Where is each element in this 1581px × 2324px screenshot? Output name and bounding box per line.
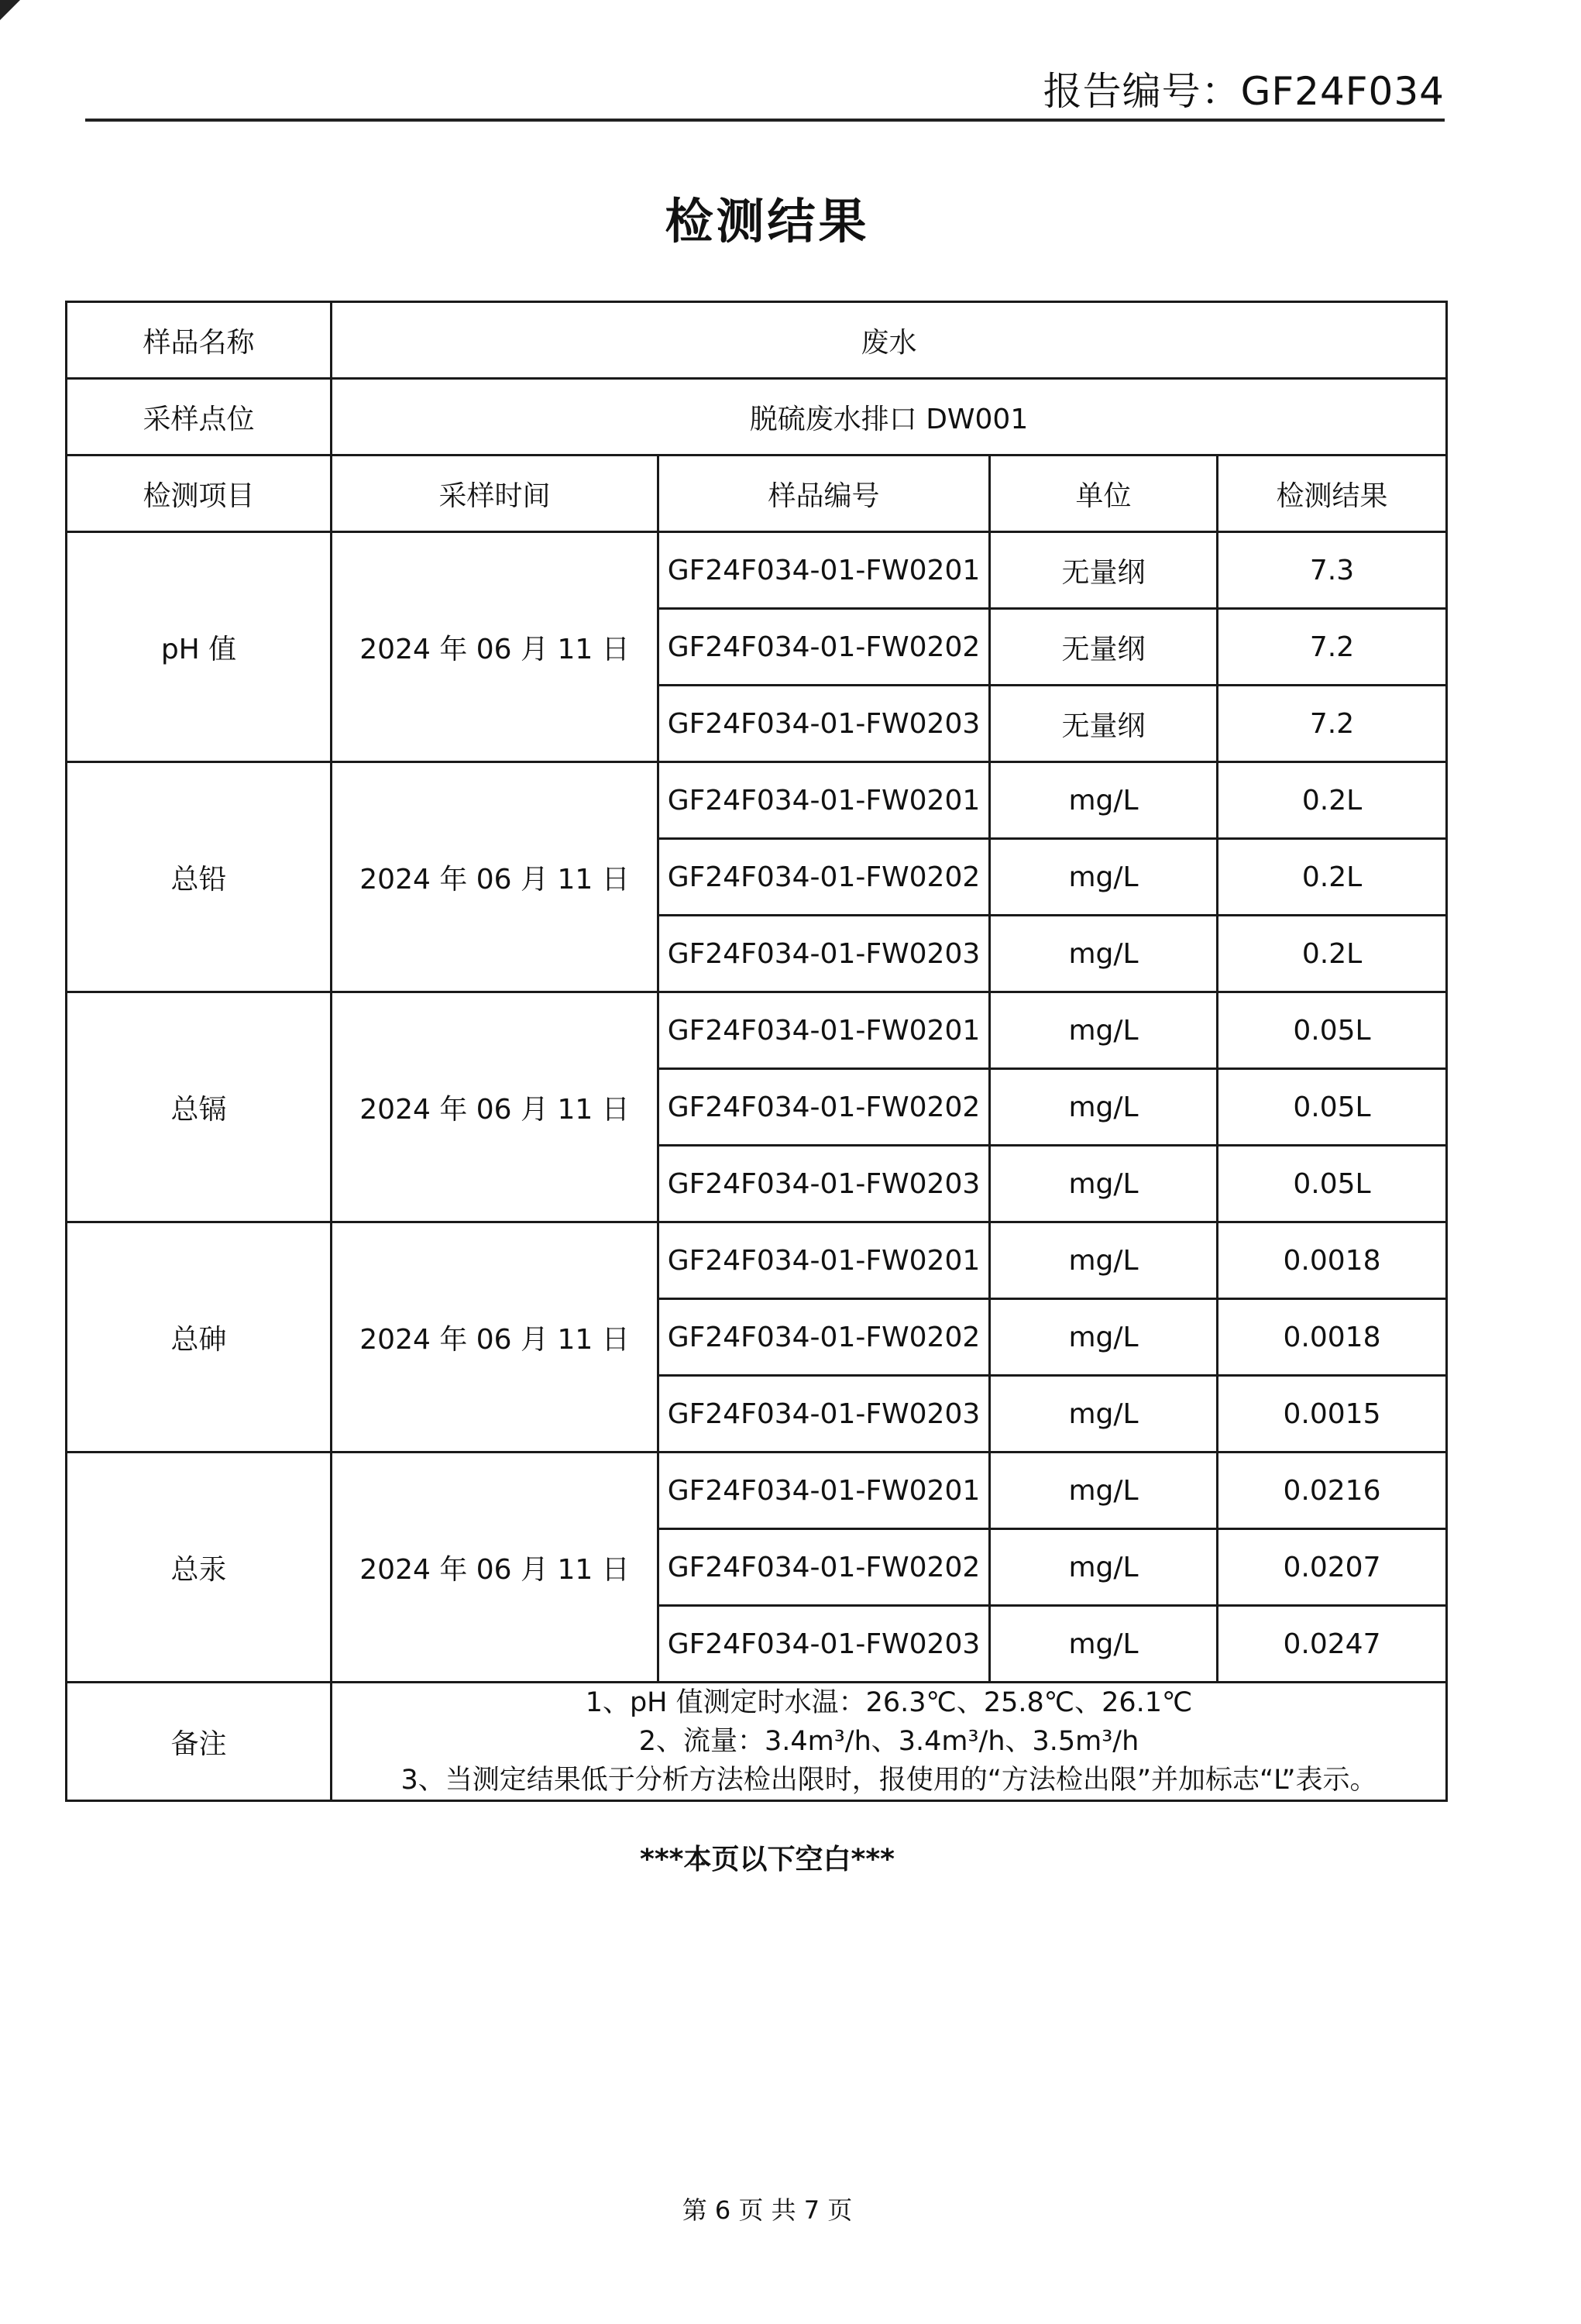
unit-cell: mg/L [990,1606,1218,1683]
page-title: 检测结果 [665,193,870,249]
result-cell: 0.0247 [1218,1606,1447,1683]
result-cell: 0.05L [1218,992,1447,1069]
sample-code-cell: GF24F034-01-FW0202 [658,839,990,916]
result-cell: 7.2 [1218,686,1447,762]
sample-name-value: 废水 [332,302,1447,379]
table-row [67,992,1447,1069]
table-row [67,532,1447,609]
table-row [67,1452,1447,1529]
result-cell: 0.2L [1218,839,1447,916]
remarks-label: 备注 [67,1683,332,1801]
unit-cell: mg/L [990,762,1218,839]
sample-code-cell: GF24F034-01-FW0201 [658,1452,990,1529]
sample-code-cell: GF24F034-01-FW0202 [658,1069,990,1146]
sample-code-cell: GF24F034-01-FW0203 [658,1146,990,1222]
page-footer: 第 6 页 共 7 页 [682,2195,853,2225]
sampling-date-cell: 2024 年 06 月 11 日 [332,992,658,1222]
test-item-cell: 总砷 [67,1222,332,1452]
column-header-result: 检测结果 [1218,456,1447,532]
column-header-time: 采样时间 [332,456,658,532]
result-cell: 0.2L [1218,762,1447,839]
column-header-item: 检测项目 [67,456,332,532]
sampling-date-cell: 2024 年 06 月 11 日 [332,1452,658,1683]
sampling-point-label: 采样点位 [67,379,332,456]
sampling-date-cell: 2024 年 06 月 11 日 [332,1222,658,1452]
header-divider [85,119,1445,122]
column-header-unit: 单位 [990,456,1218,532]
remarks-row [67,1683,1447,1801]
unit-cell: mg/L [990,1299,1218,1376]
results-table [65,301,1448,1802]
result-cell: 7.3 [1218,532,1447,609]
result-cell: 0.0015 [1218,1376,1447,1452]
sample-code-cell: GF24F034-01-FW0203 [658,1376,990,1452]
result-cell: 0.0018 [1218,1299,1447,1376]
unit-cell: mg/L [990,1069,1218,1146]
unit-cell: mg/L [990,1146,1218,1222]
sampling-point-value: 脱硫废水排口 DW001 [332,379,1447,456]
remarks-line: 1、pH 值测定时水温：26.3℃、25.8℃、26.1℃ [585,1687,1193,1718]
sampling-point-row [67,379,1447,456]
result-cell: 0.0018 [1218,1222,1447,1299]
table-row [67,762,1447,839]
test-item-cell: 总镉 [67,992,332,1222]
sample-code-cell: GF24F034-01-FW0201 [658,992,990,1069]
column-header-code: 样品编号 [658,456,990,532]
sample-code-cell: GF24F034-01-FW0202 [658,1299,990,1376]
unit-cell: mg/L [990,1452,1218,1529]
result-cell: 0.05L [1218,1146,1447,1222]
result-cell: 0.2L [1218,916,1447,992]
unit-cell: mg/L [990,992,1218,1069]
test-item-cell: 总铅 [67,762,332,992]
unit-cell: 无量纲 [990,532,1218,609]
test-item-cell: pH 值 [67,532,332,762]
result-cell: 7.2 [1218,609,1447,686]
remarks-content [332,1683,1447,1801]
test-item-cell: 总汞 [67,1452,332,1683]
sample-code-cell: GF24F034-01-FW0202 [658,609,990,686]
unit-cell: mg/L [990,1222,1218,1299]
sample-name-label: 样品名称 [67,302,332,379]
unit-cell: mg/L [990,839,1218,916]
result-cell: 0.0216 [1218,1452,1447,1529]
remarks-line: 2、流量：3.4m³/h、3.4m³/h、3.5m³/h [638,1726,1139,1757]
sample-code-cell: GF24F034-01-FW0203 [658,1606,990,1683]
unit-cell: mg/L [990,1529,1218,1606]
corner-mark [0,0,20,20]
sample-name-row [67,302,1447,379]
report-number: 报告编号：GF24F034 [1043,69,1445,114]
sample-code-cell: GF24F034-01-FW0203 [658,916,990,992]
sample-code-cell: GF24F034-01-FW0201 [658,762,990,839]
result-cell: 0.05L [1218,1069,1447,1146]
sample-code-cell: GF24F034-01-FW0202 [658,1529,990,1606]
unit-cell: mg/L [990,1376,1218,1452]
column-header-row [67,456,1447,532]
sample-code-cell: GF24F034-01-FW0201 [658,1222,990,1299]
blank-note: ***本页以下空白*** [640,1844,895,1875]
remarks-line: 3、当测定结果低于分析方法检出限时，报使用的“方法检出限”并加标志“L”表示。 [400,1765,1377,1796]
sampling-date-cell: 2024 年 06 月 11 日 [332,762,658,992]
sample-code-cell: GF24F034-01-FW0201 [658,532,990,609]
sample-code-cell: GF24F034-01-FW0203 [658,686,990,762]
sampling-date-cell: 2024 年 06 月 11 日 [332,532,658,762]
unit-cell: 无量纲 [990,686,1218,762]
table-row [67,1222,1447,1299]
unit-cell: 无量纲 [990,609,1218,686]
unit-cell: mg/L [990,916,1218,992]
result-cell: 0.0207 [1218,1529,1447,1606]
